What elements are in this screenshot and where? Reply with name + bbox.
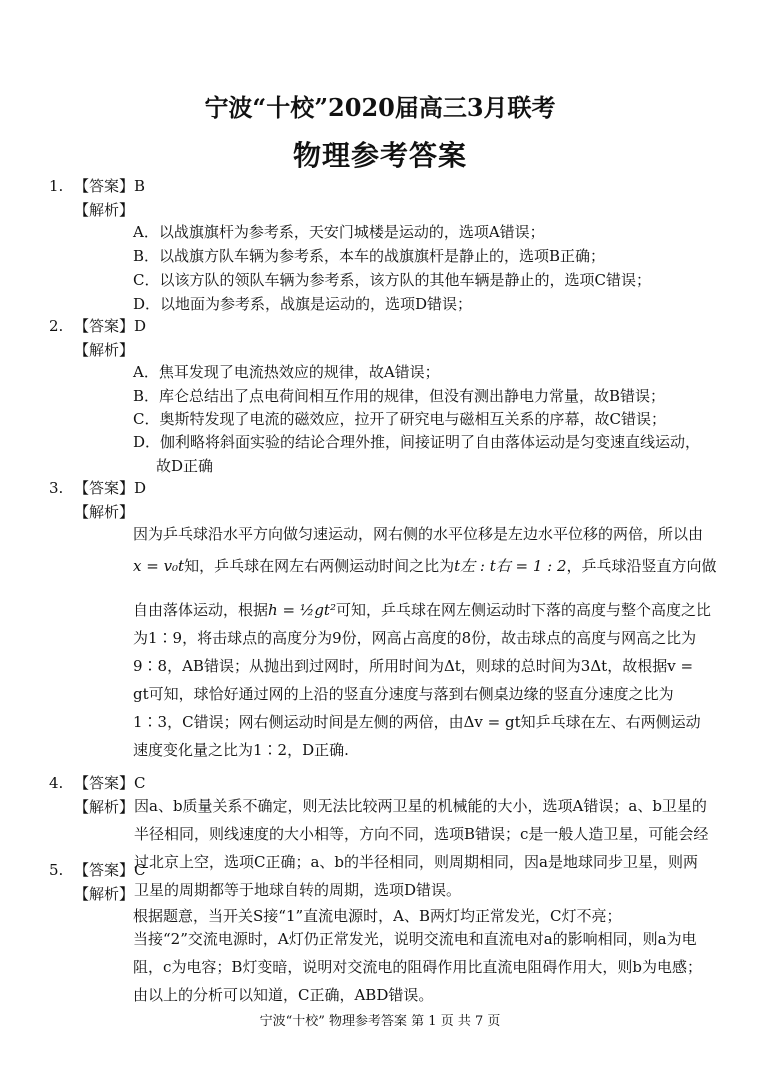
page-footer: 宁波“十校” 物理参考答案 第 1 页 共 7 页 <box>259 1014 501 1029</box>
answer-label: 【答案】B <box>74 177 146 195</box>
analysis-paragraph: 为1∶9，将击球点的高度分为9份，网高占高度的8份，故击球点的高度与网高之比为9∶8，AB错误；从抛出到过网时，所用时间为Δt，则球的总时间为3Δt，故根据v = gt可知，球恰好通过网的上沿的竖直分速度与落到右侧桌边缘的竖直分速度之比为1∶3，C错误；网右侧运动时间是左侧的两倍，由Δv = gt知乒乓球在左、右两侧运动速度变化量之比为1∶2，D正确. <box>133 629 701 759</box>
analysis-text: 可知，乒乓球在网左侧运动时下落的高度与整个高度之比 <box>335 601 711 619</box>
option-line: C．以该方队的领队车辆为参考系，该方队的其他车辆是静止的，选项C错误； <box>133 271 651 289</box>
answer-label: 【答案】C <box>74 774 146 792</box>
question-number: 3. <box>49 479 64 497</box>
analysis-text: ，乒乓球沿竖直方向做 <box>566 557 717 575</box>
question-number: 4. <box>49 774 64 792</box>
answer-label: 【答案】C <box>74 861 146 879</box>
analysis-text <box>133 556 717 576</box>
page-subtitle: 物理参考答案 <box>292 139 467 172</box>
question-number: 5. <box>49 861 64 879</box>
analysis-label: 【解析】 <box>74 201 135 219</box>
page-title: 宁波“十校”2020届高三3月联考 <box>204 93 556 122</box>
question-number: 2. <box>49 317 64 335</box>
option-line: D．伽利略将斜面实验的结论合理外推，间接证明了自由落体运动是匀变速直线运动， <box>133 433 701 451</box>
analysis-label: 【解析】 <box>74 885 135 903</box>
option-line: B．以战旗方队车辆为参考系，本车的战旗旗杆是静止的，选项B正确； <box>133 247 606 265</box>
analysis-paragraph: 因a、b质量关系不确定，则无法比较两卫星的机械能的大小，选项A错误；a、b卫星的半径相同，则线速度的大小相等，方向不同，选项B错误；c是一般人造卫星，可能会经过北京上空，选项C正确；a、b的半径相同，则周期相同，因a是地球同步卫星，则两卫星的周期都等于地球自转的周期，选项D错误。 <box>134 797 709 899</box>
answer-label: 【答案】D <box>74 479 147 497</box>
option-line: C．奥斯特发现了电流的磁效应，拉开了研究电与磁相互关系的序幕，故C错误； <box>133 410 666 428</box>
analysis-label: 【解析】 <box>74 341 135 359</box>
analysis-text: 自由落体运动，根据 <box>133 601 269 619</box>
analysis-text: 根据题意，当开关S接“1”直流电源时，A、B两灯均正常发光，C灯不亮； <box>133 907 622 925</box>
analysis-text: 知，乒乓球在网左右两侧运动时间之比为 <box>184 557 455 575</box>
option-line: B．库仑总结出了点电荷间相互作用的规律，但没有测出静电力常量，故B错误； <box>133 387 666 405</box>
analysis-label: 【解析】 <box>74 503 135 521</box>
formula: h = ½gt² <box>268 601 336 619</box>
formula: t左 : t右 = 1 : 2 <box>454 557 567 575</box>
question-number: 1. <box>49 177 64 195</box>
answer-label: 【答案】D <box>74 317 147 335</box>
formula: x = v₀t <box>133 557 185 575</box>
option-line: 故D正确 <box>156 457 214 475</box>
analysis-text <box>133 600 711 620</box>
analysis-text: 因为乒乓球沿水平方向做匀速运动，网右侧的水平位移是左边水平位移的两倍，所以由 <box>133 525 704 543</box>
analysis-label: 【解析】 <box>74 798 135 816</box>
option-line: A．以战旗旗杆为参考系，天安门城楼是运动的，选项A错误； <box>133 223 545 241</box>
analysis-paragraph: 当接“2”交流电源时，A灯仍正常发光，说明交流电和直流电对a的影响相同，则a为电阻，c为电容；B灯变暗，说明对交流电的阻碍作用比直流电阻碍作用大，则b为电感；由以上的分析可以知道，C正确，ABD错误。 <box>133 930 703 1004</box>
option-line: D．以地面为参考系，战旗是运动的，选项D错误； <box>133 295 473 313</box>
option-line: A．焦耳发现了电流热效应的规律，故A错误； <box>133 363 440 381</box>
